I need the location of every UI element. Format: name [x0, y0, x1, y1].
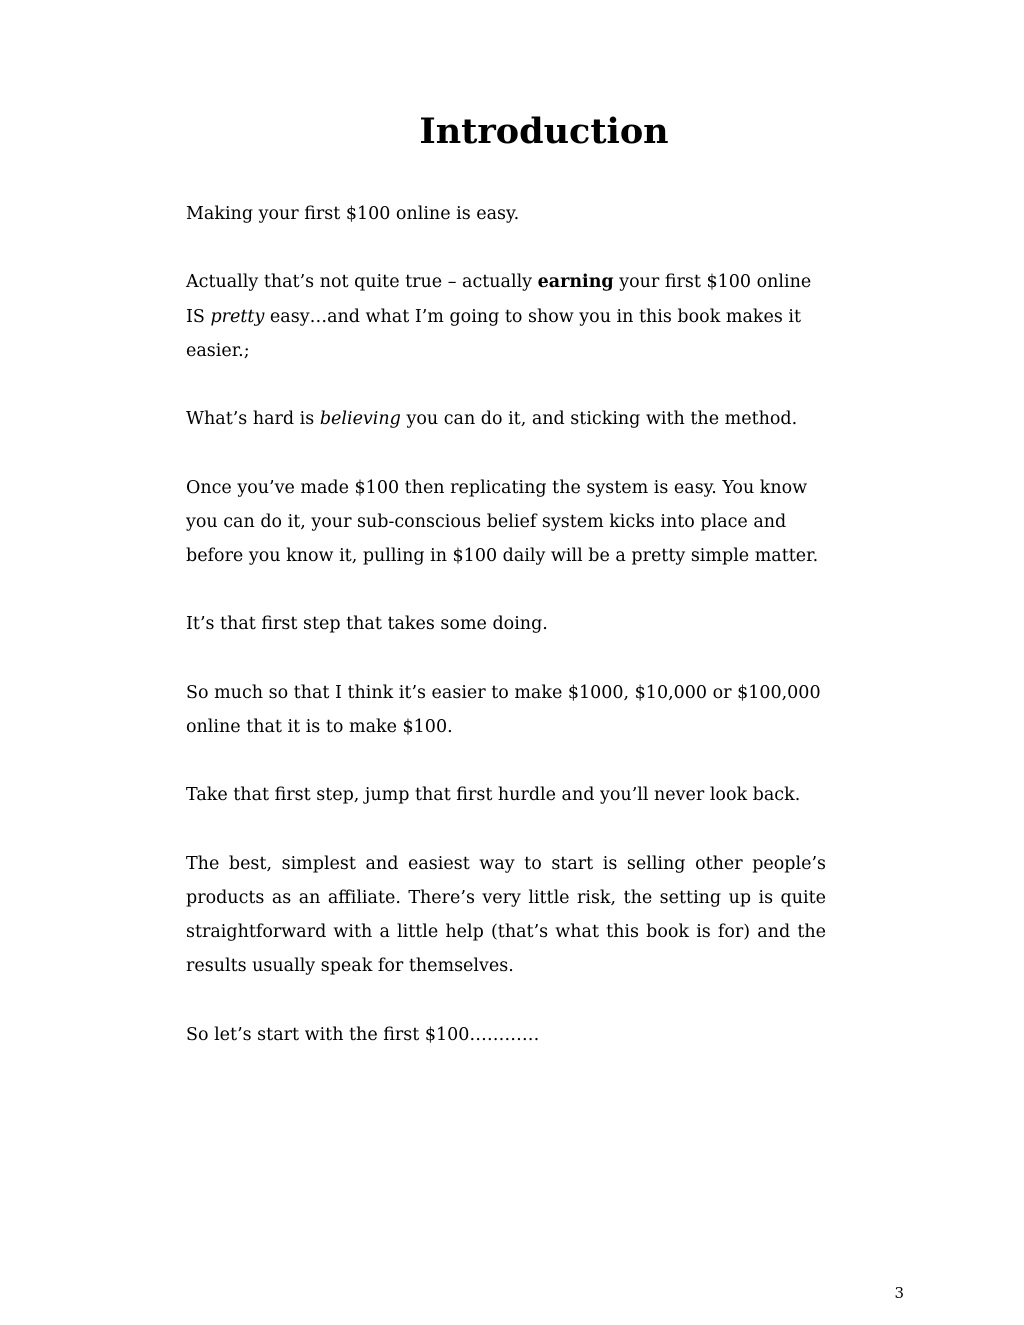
paragraph-2-text-e: easy…and what I’m going to show you in this book makes it easier.;	[186, 306, 802, 361]
paragraph-2-text-c: your first $100 online IS	[186, 272, 812, 327]
page-number: 3	[894, 1284, 904, 1302]
paragraph-5: It’s that first step that takes some doing.	[186, 614, 548, 635]
emphasis-pretty: pretty	[210, 306, 265, 327]
paragraph-3	[186, 402, 826, 436]
paragraph-6: So much so that I think it’s easier to make $1000, $10,000 or $100,000 online that it is to make $100.	[186, 682, 821, 737]
paragraph-4: Once you’ve made $100 then replicating the system is easy. You know you can do it, your sub-conscious belief system kicks into place and before you know it, pulling in $100 daily will be a pretty simple matter.	[186, 477, 819, 566]
paragraph-7: Take that first step, jump that first hurdle and you’ll never look back.	[186, 785, 801, 806]
paragraph-2-text-a: Actually that’s not quite true – actually	[186, 272, 538, 293]
page-title: Introduction	[419, 111, 669, 152]
paragraph-3-text-c: you can do it, and sticking with the method.	[400, 409, 798, 430]
paragraph-9: So let’s start with the first $100…………	[186, 1024, 540, 1045]
body-text	[186, 197, 826, 1086]
paragraph-2	[186, 265, 826, 368]
paragraph-3-text-a: What’s hard is	[186, 409, 320, 430]
paragraph-1: Making your first $100 online is easy.	[186, 204, 520, 224]
paragraph-8: The best, simplest and easiest way to start is selling other people’s products as an affiliate. There’s very little risk, the setting up is quite straightforward with a little help (that’s what this book is for) and the results usually speak for themselves.	[186, 853, 826, 977]
emphasis-believing: believing	[319, 409, 401, 430]
emphasis-earning: earning	[537, 272, 614, 293]
